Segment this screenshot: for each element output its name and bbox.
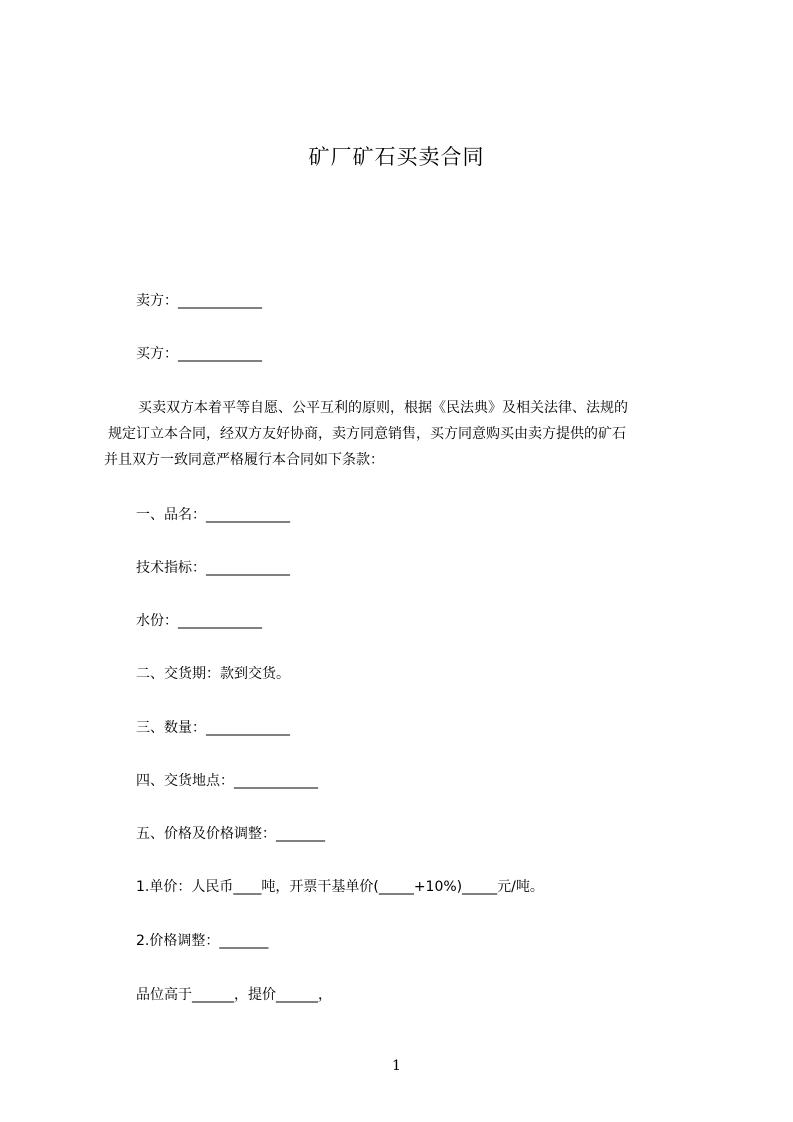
price-heading-clause: 五、价格及价格调整：_______ xyxy=(136,826,325,842)
contract-title: 矿厂矿石买卖合同 xyxy=(308,145,485,169)
buyer-field: 买方：____________ xyxy=(136,346,262,362)
page-number: 1 xyxy=(392,1058,401,1074)
delivery-period-clause: 二、交货期：款到交货。 xyxy=(136,666,290,682)
grade-clause: 品位高于______，提价______， xyxy=(136,987,332,1003)
unit-price-clause: 1.单价：人民币____吨，开票干基单价(_____+10%)_____元/吨。 xyxy=(136,879,544,895)
product-name-clause: 一、品名：____________ xyxy=(136,507,290,523)
intro-line-1: 买卖双方本着平等自愿、公平互利的原则，根据《民法典》及相关法律、法规的 xyxy=(138,400,628,416)
intro-paragraph xyxy=(104,395,704,473)
delivery-place-clause: 四、交货地点：____________ xyxy=(136,773,318,789)
price-adjust-clause: 2.价格调整：_______ xyxy=(136,933,269,949)
seller-field: 卖方：____________ xyxy=(136,293,262,309)
tech-spec-clause: 技术指标：____________ xyxy=(136,560,290,576)
intro-line-2: 规定订立本合同，经双方友好协商，卖方同意销售，买方同意购买由卖方提供的矿石 xyxy=(108,426,626,442)
quantity-clause: 三、数量：____________ xyxy=(136,720,290,736)
intro-line-3: 并且双方一致同意严格履行本合同如下条款： xyxy=(104,452,384,468)
moisture-clause: 水份：____________ xyxy=(136,613,262,629)
